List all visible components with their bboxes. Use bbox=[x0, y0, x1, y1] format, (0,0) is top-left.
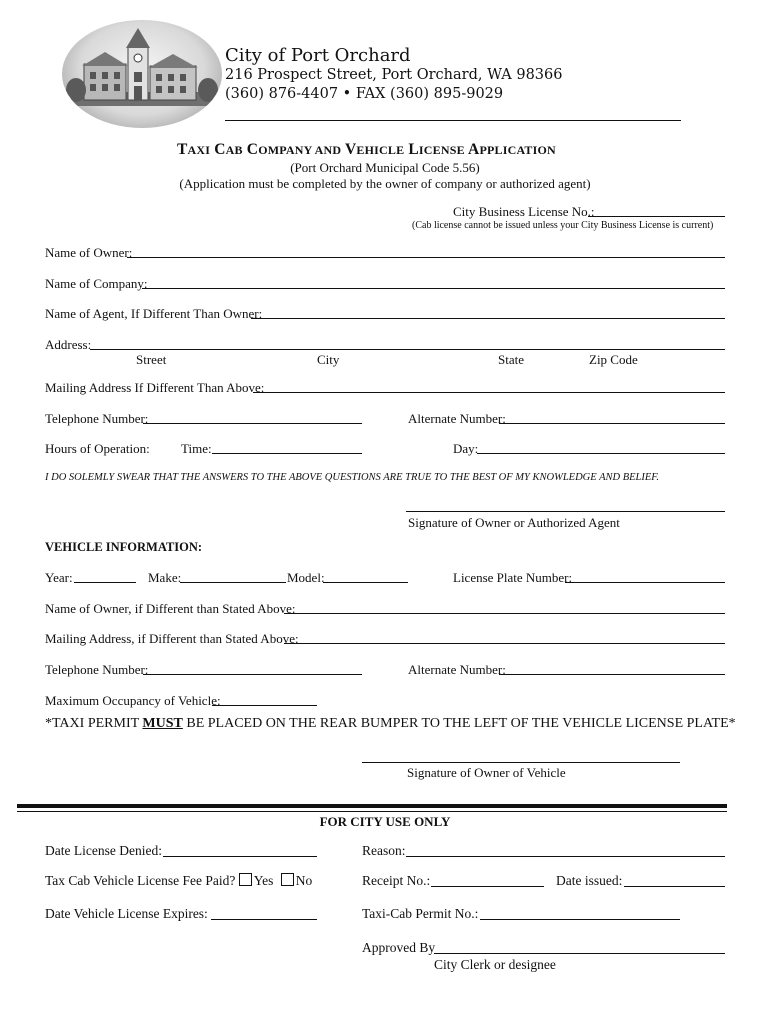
company-name-label: Name of Company: bbox=[45, 276, 148, 291]
address-label: Address: bbox=[45, 337, 92, 352]
permit-no-label: Taxi-Cab Permit No.: bbox=[362, 906, 479, 921]
state-caption: State bbox=[498, 352, 524, 367]
mailing-address-label: Mailing Address If Different Than Above: bbox=[45, 380, 265, 395]
vehicle-owner-signature-caption: Signature of Owner of Vehicle bbox=[407, 765, 566, 780]
date-denied-label: Date License Denied: bbox=[45, 843, 162, 858]
max-occupancy-field[interactable] bbox=[212, 705, 317, 706]
model-label: Model: bbox=[287, 570, 325, 585]
make-label: Make: bbox=[148, 570, 182, 585]
municipal-code: (Port Orchard Municipal Code 5.56) bbox=[290, 160, 480, 175]
reason-field[interactable] bbox=[406, 856, 725, 857]
license-plate-label: License Plate Number: bbox=[453, 570, 573, 585]
form-title: TAXI CAB COMPANY AND VEHICLE LICENSE APPLICATION bbox=[177, 141, 556, 158]
day-field[interactable] bbox=[477, 453, 725, 454]
make-field[interactable] bbox=[180, 582, 286, 583]
vehicle-owner-signature-field[interactable] bbox=[362, 762, 680, 763]
city-caption: City bbox=[317, 352, 340, 367]
fee-paid-yes-label: Yes bbox=[253, 873, 274, 888]
fee-paid-yes-checkbox[interactable] bbox=[239, 873, 252, 886]
permit-placement-notice: *TAXI PERMIT MUST BE PLACED ON THE REAR BUMPER TO THE LEFT OF THE VEHICLE LICENSE PLATE* bbox=[45, 716, 736, 731]
address-field[interactable] bbox=[90, 349, 725, 350]
date-issued-field[interactable] bbox=[624, 886, 725, 887]
company-name-field[interactable] bbox=[142, 288, 725, 289]
city-use-thick-divider bbox=[17, 804, 727, 808]
day-label: Day: bbox=[453, 441, 479, 456]
model-field[interactable] bbox=[323, 582, 408, 583]
alternate-number-label: Alternate Number: bbox=[408, 411, 506, 426]
owner-agent-signature-caption: Signature of Owner or Authorized Agent bbox=[408, 515, 620, 530]
license-plate-field[interactable] bbox=[565, 582, 725, 583]
hours-label: Hours of Operation: bbox=[45, 441, 150, 456]
city-clerk-caption: City Clerk or designee bbox=[434, 957, 556, 972]
max-occupancy-label: Maximum Occupancy of Vehicle: bbox=[45, 693, 221, 708]
vehicle-mailing-label: Mailing Address, if Different than Stated Above: bbox=[45, 631, 299, 646]
oath-statement: I DO SOLEMLY SWEAR THAT THE ANSWERS TO THE ABOVE QUESTIONS ARE TRUE TO THE BEST OF MY KNOWLEDGE AND BELIEF. bbox=[45, 472, 659, 483]
permit-no-field[interactable] bbox=[480, 919, 680, 920]
fee-paid-no-label: No bbox=[295, 873, 313, 888]
zip-caption: Zip Code bbox=[589, 352, 638, 367]
fee-paid-no-checkbox[interactable] bbox=[281, 873, 294, 886]
reason-label: Reason: bbox=[362, 843, 406, 858]
owner-name-field[interactable] bbox=[127, 257, 725, 258]
owner-name-label: Name of Owner: bbox=[45, 245, 133, 260]
header-divider bbox=[225, 120, 681, 121]
owner-agent-signature-field[interactable] bbox=[406, 511, 725, 512]
telephone-field[interactable] bbox=[143, 423, 362, 424]
year-label: Year: bbox=[45, 570, 73, 585]
year-field[interactable] bbox=[74, 582, 136, 583]
city-phone-fax: (360) 876-4407 • FAX (360) 895-9029 bbox=[225, 86, 504, 102]
city-hall-seal-image bbox=[62, 20, 222, 128]
vehicle-owner-label: Name of Owner, if Different than Stated Above: bbox=[45, 601, 296, 616]
receipt-label: Receipt No.: bbox=[362, 873, 431, 888]
street-caption: Street bbox=[136, 352, 167, 367]
city-name: City of Port Orchard bbox=[225, 45, 411, 66]
vehicle-mailing-field[interactable] bbox=[284, 643, 725, 644]
fee-paid-row bbox=[45, 873, 312, 889]
alternate-number-field[interactable] bbox=[499, 423, 725, 424]
receipt-field[interactable] bbox=[431, 886, 544, 887]
vehicle-telephone-label: Telephone Number: bbox=[45, 662, 149, 677]
date-denied-field[interactable] bbox=[163, 856, 317, 857]
city-use-thin-divider bbox=[17, 811, 727, 812]
vehicle-owner-field[interactable] bbox=[284, 613, 725, 614]
business-license-note: (Cab license cannot be issued unless your City Business License is current) bbox=[412, 220, 714, 231]
agent-name-field[interactable] bbox=[251, 318, 725, 319]
agent-name-label: Name of Agent, If Different Than Owner: bbox=[45, 306, 263, 321]
telephone-label: Telephone Number: bbox=[45, 411, 149, 426]
completion-note: (Application must be completed by the owner of company or authorized agent) bbox=[179, 176, 591, 191]
business-license-label: City Business License No.: bbox=[453, 204, 595, 219]
approved-by-label: Approved By bbox=[362, 940, 436, 955]
time-field[interactable] bbox=[212, 453, 362, 454]
vehicle-telephone-field[interactable] bbox=[143, 674, 362, 675]
vehicle-info-heading: VEHICLE INFORMATION: bbox=[45, 540, 203, 554]
time-label: Time: bbox=[181, 441, 212, 456]
business-license-field[interactable] bbox=[588, 216, 725, 217]
expires-label: Date Vehicle License Expires: bbox=[45, 906, 208, 921]
vehicle-alternate-label: Alternate Number: bbox=[408, 662, 506, 677]
date-issued-label: Date issued: bbox=[556, 873, 623, 888]
city-use-heading: FOR CITY USE ONLY bbox=[319, 814, 451, 829]
vehicle-alternate-field[interactable] bbox=[499, 674, 725, 675]
mailing-address-field[interactable] bbox=[253, 392, 725, 393]
approved-by-field[interactable] bbox=[434, 953, 725, 954]
fee-paid-label: Tax Cab Vehicle License Fee Paid? bbox=[45, 873, 236, 888]
city-address: 216 Prospect Street, Port Orchard, WA 98366 bbox=[225, 67, 563, 83]
expires-field[interactable] bbox=[211, 919, 317, 920]
